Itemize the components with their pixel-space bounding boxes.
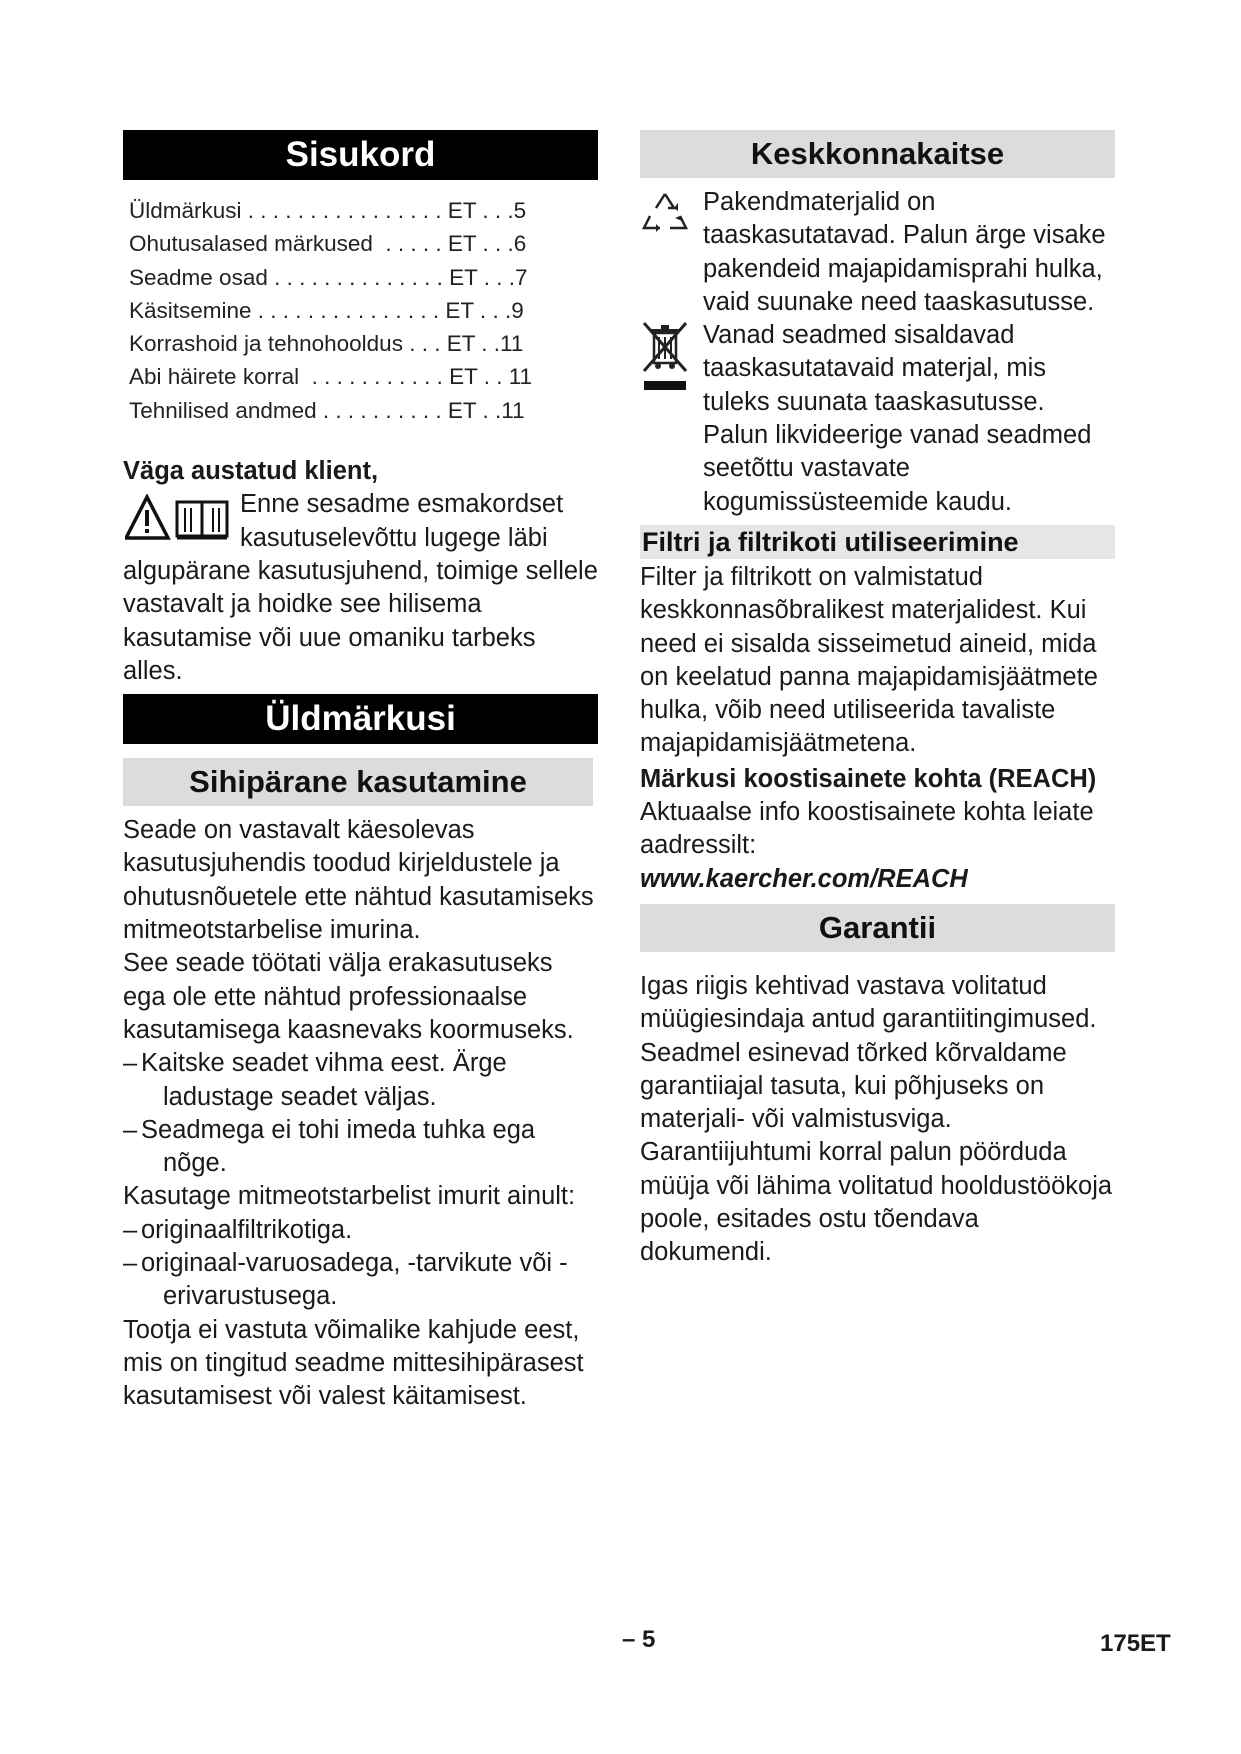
toc-entry[interactable]: Käsitsemine . . . . . . . . . . . . . . . ET . . .9 [129, 297, 524, 323]
toc-entry[interactable]: Seadme osad . . . . . . . . . . . . . . ET . . .7 [129, 264, 528, 290]
toc-entry[interactable]: Üldmärkusi . . . . . . . . . . . . . . . . ET . . .5 [129, 198, 527, 223]
greeting: Väga austatud klient, [123, 457, 379, 486]
env-packaging [640, 186, 1115, 319]
toc-title: Sisukord [123, 130, 598, 180]
crossed-bin-icon [640, 321, 690, 401]
toc-entry[interactable]: Ohutusalased märkused . . . . . ET . . .6 [129, 231, 527, 257]
warning-block [123, 488, 598, 688]
reach-text: Aktuaalse info koostisainete kohta leiate aadressilt: [640, 798, 1094, 860]
toc-entry[interactable]: Korrashoid ja tehnohooldus . . . ET . .11 [129, 331, 524, 357]
paragraph-3: Kasutage mitmeotstarbelist imurit ainult: [123, 1182, 576, 1211]
warning-line-1: Enne sesadme esmakordset [240, 490, 564, 519]
page-number: – 5 [622, 1626, 656, 1653]
list-item: – Seadmega ei tohi imeda tuhka ega nõge. [123, 1115, 536, 1178]
filter-title: Filtri ja filtrikoti utiliseerimine [640, 525, 1115, 559]
list-item: – originaal-varuosadega, -tarvikute või -erivarustusega. [123, 1249, 568, 1311]
recycle-icon [640, 188, 690, 238]
warning-icons [125, 494, 235, 547]
paragraph-2: See seade töötati välja erakasutuseks ega ole ette nähtud professionaalse kasutamisega kaasnevaks koormuseks. [123, 949, 574, 1044]
list-item: – Kaitske seadet vihma eest. Ärge ladustage seadet väljas. [123, 1049, 507, 1111]
right-column [640, 130, 1115, 1270]
reach-title: Märkusi koostisainete kohta (REACH) [640, 764, 1097, 793]
warning-rest: algupärane kasutusjuhend, toimige sellele vastavalt ja hoidke see hilisema kasutamise või uue omaniku tarbeks alles. [123, 556, 598, 685]
env-weee [640, 319, 1115, 519]
warranty-text: Igas riigis kehtivad vastava volitatud müügiesindaja antud garantiitingimused. Seadmel esinevad tõrked kõrvaldame garantiiajal tasuta, kui põhjuseks on materjali- või valmistusviga. Garantiijuhtumi korral palun pöörduda müüja või lähima volitatud hooldustöökoja poole, esitades ostu tõendava dokumendi. [640, 971, 1113, 1267]
env-text-1: Pakendmaterjalid on taaskasutatavad. Palun ärge visake pakendeid majapidamisprahi hulka, vaid suunake need taaskasutusse. [703, 188, 1106, 316]
warranty-title: Garantii [640, 904, 1115, 952]
left-column [123, 130, 598, 1414]
section-title: Üldmärkusi [123, 694, 598, 744]
subsection-title: Sihipärane kasutamine [123, 758, 593, 806]
env-text-2: Vanad seadmed sisaldavad taaskasutatavaid materjal, mis tuleks suunata taaskasutusse. Palun likvideerige vanad seadmed seetõttu vastavate kogumissüsteemide kaudu. [703, 321, 1092, 516]
filter-text: Filter ja filtrikott on valmistatud keskkonnasõbralikest materjalidest. Kui need ei sisalda sisseimetud aineid, mida on keelatud panna majapidamisjäätmete hulka, võib need utiliseerida tavaliste majapidamisjäätmetena. [640, 562, 1098, 758]
paragraph-1: Seade on vastavalt käesolevas kasutusjuhendis toodud kirjeldustele ja ohutusnõuetele ette nähtud kasutamiseks mitmeotstarbelise imurina. [123, 816, 594, 945]
page-code: 175ET [1100, 1630, 1171, 1657]
paragraph-4: Tootja ei vastuta võimalike kahjude eest, mis on tingitud seadme mittesihipärasest kasutamisest või valest käitamisest. [123, 1315, 584, 1411]
toc-entry[interactable]: Abi häirete korral . . . . . . . . . . . ET . . 11 [129, 364, 533, 390]
env-title: Keskkonnakaitse [640, 130, 1115, 178]
reach-url-link[interactable]: www.kaercher.com/REACH [640, 864, 968, 893]
warning-triangle-icon [125, 494, 235, 542]
list-item: – originaalfiltrikotiga. [123, 1215, 353, 1244]
warning-line-2: kasutuselevõttu lugege läbi [240, 523, 548, 552]
manual-book-icon [177, 502, 227, 538]
toc-entry[interactable]: Tehnilised andmed . . . . . . . . . . ET . .11 [129, 397, 525, 423]
table-of-contents [123, 194, 598, 427]
